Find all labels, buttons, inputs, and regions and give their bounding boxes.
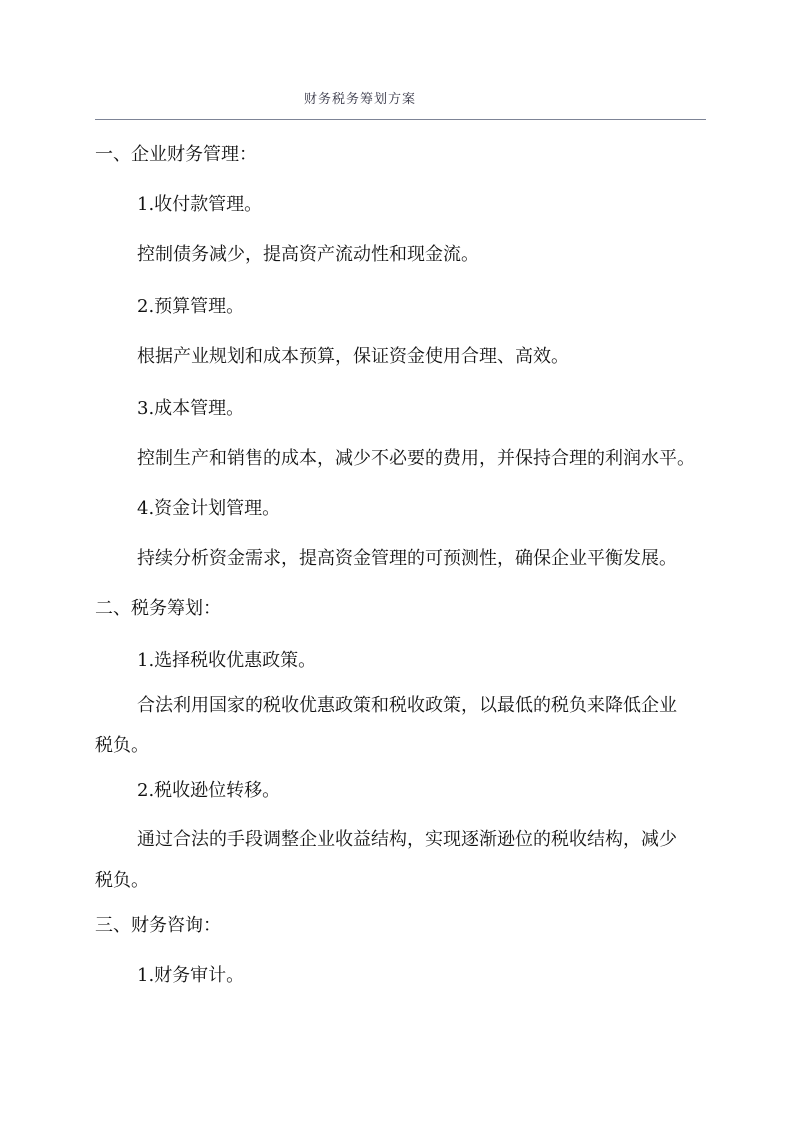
- item-text-tax-shift-line1: 通过合法的手段调整企业收益结构，实现逐渐逊位的税收结构，减少: [137, 829, 677, 850]
- item-text-tax-shift-line2: 税负。: [95, 870, 149, 891]
- item-title-fund-planning: 4.资金计划管理。: [137, 498, 281, 519]
- section-heading-finance-management: 一、企业财务管理：: [95, 144, 257, 165]
- item-text-tax-incentives-line1: 合法利用国家的税收优惠政策和税收政策，以最低的税负来降低企业: [137, 695, 677, 716]
- item-text-tax-incentives-line2: 税负。: [95, 735, 149, 756]
- section-heading-finance-consulting: 三、财务咨询：: [95, 915, 221, 936]
- item-title-tax-incentives: 1.选择税收优惠政策。: [137, 650, 317, 671]
- item-title-budget-management: 2.预算管理。: [137, 296, 245, 317]
- header-divider: [95, 119, 706, 120]
- item-title-financial-audit: 1.财务审计。: [137, 965, 245, 986]
- item-title-tax-shift: 2.税收逊位转移。: [137, 780, 281, 801]
- section-heading-tax-planning: 二、税务筹划：: [95, 598, 221, 619]
- item-title-payment-management: 1.收付款管理。: [137, 194, 263, 215]
- page-header: 财务税务筹划方案: [303, 92, 416, 107]
- item-text-cost-management: 控制生产和销售的成本，减少不必要的费用，并保持合理的利润水平。: [137, 448, 695, 469]
- item-text-fund-planning: 持续分析资金需求，提高资金管理的可预测性，确保企业平衡发展。: [137, 548, 677, 569]
- item-text-budget-management: 根据产业规划和成本预算，保证资金使用合理、高效。: [137, 346, 569, 367]
- item-text-payment-management: 控制债务减少，提高资产流动性和现金流。: [137, 244, 479, 265]
- item-title-cost-management: 3.成本管理。: [137, 398, 245, 419]
